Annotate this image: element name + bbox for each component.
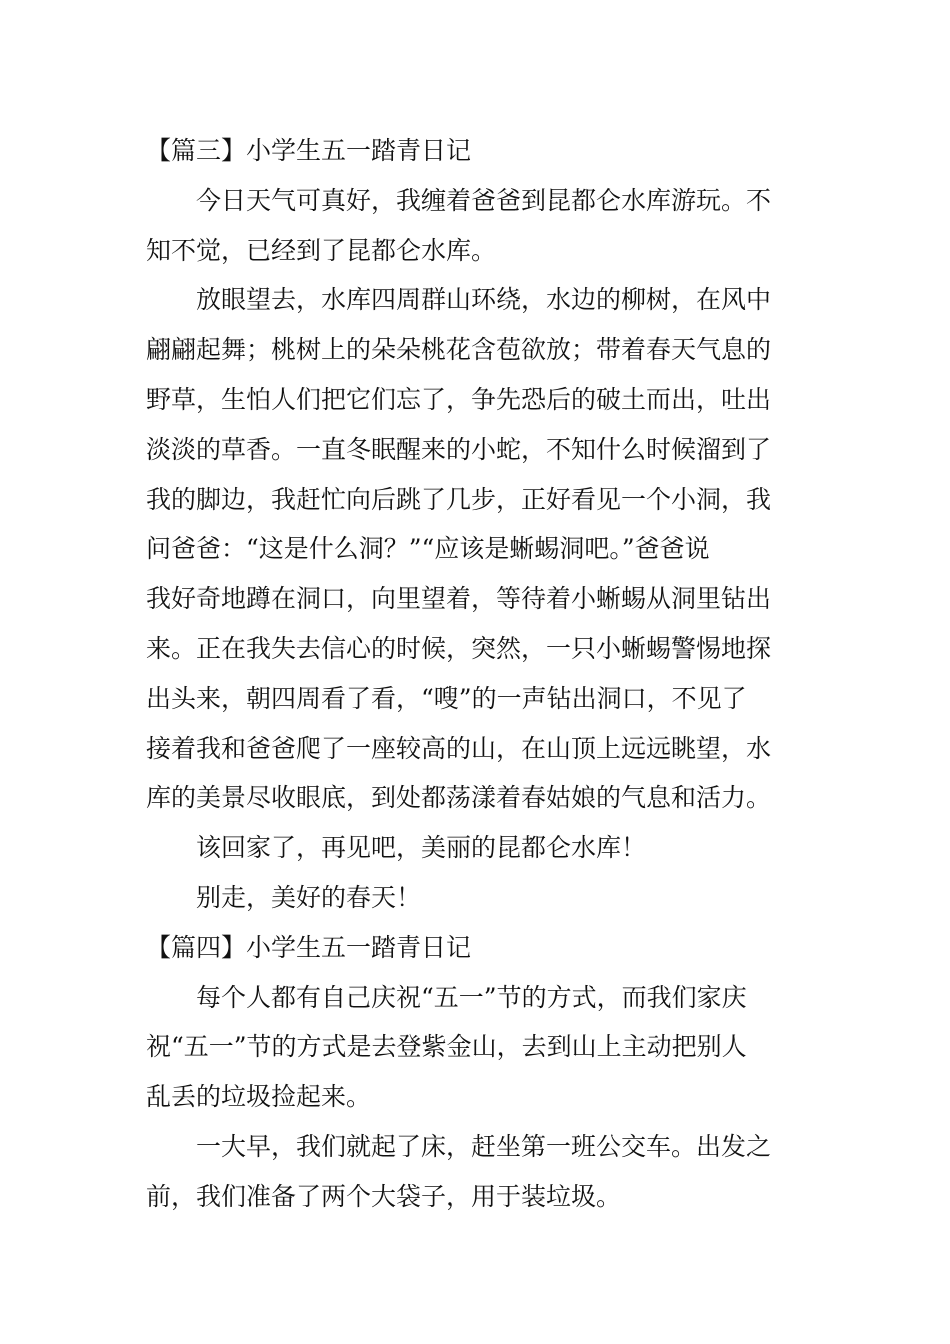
- paragraph-line: 放眼望去，水库四周群山环绕，水边的柳树，在风中: [196, 285, 772, 315]
- paragraph-line: 一大早，我们就起了床，赶坐第一班公交车。出发之: [196, 1131, 772, 1161]
- paragraph-line: 接着我和爸爸爬了一座较高的山，在山顶上远远眺望，水: [146, 733, 772, 763]
- paragraph-line: 出头来，朝四周看了看，“嗖”的一声钻出洞口，不见了: [146, 683, 747, 713]
- paragraph-line: 该回家了，再见吧，美丽的昆都仑水库！: [196, 833, 647, 863]
- paragraph-line: 野草，生怕人们把它们忘了，争先恐后的破土而出，吐出: [146, 384, 772, 414]
- paragraph-line: 库的美景尽收眼底，到处都荡漾着春姑娘的气息和活力。: [146, 783, 772, 813]
- paragraph-line: 问爸爸：“这是什么洞？”“应该是蜥蜴洞吧。”爸爸说: [146, 534, 710, 564]
- paragraph-line: 知不觉，已经到了昆都仑水库。: [146, 235, 497, 265]
- section-heading: 【篇三】小学生五一踏青日记: [146, 136, 472, 165]
- section-heading: 【篇四】小学生五一踏青日记: [146, 932, 472, 962]
- paragraph-line: 我好奇地蹲在洞口，向里望着，等待着小蜥蜴从洞里钻出: [146, 584, 772, 614]
- paragraph-line: 翩翩起舞；桃树上的朵朵桃花含苞欲放；带着春天气息的: [146, 335, 772, 365]
- paragraph-line: 今日天气可真好，我缠着爸爸到昆都仑水库游玩。不: [196, 185, 772, 215]
- document-body: [146, 126, 810, 1222]
- paragraph-line: 来。正在我失去信心的时候，突然，一只小蜥蜴警惕地探: [146, 633, 772, 663]
- paragraph-line: 别走，美好的春天！: [196, 882, 422, 912]
- paragraph-line: 乱丢的垃圾捡起来。: [146, 1082, 372, 1112]
- paragraph-line: 淡淡的草香。一直冬眠醒来的小蛇，不知什么时候溜到了: [146, 434, 772, 464]
- paragraph-line: 祝“五一”节的方式是去登紫金山，去到山上主动把别人: [146, 1032, 747, 1062]
- paragraph-line: 前，我们准备了两个大袋子，用于装垃圾。: [146, 1181, 622, 1211]
- paragraph-line: 我的脚边，我赶忙向后跳了几步，正好看见一个小洞，我: [146, 484, 772, 514]
- paragraph-line: 每个人都有自己庆祝“五一”节的方式，而我们家庆: [196, 982, 747, 1012]
